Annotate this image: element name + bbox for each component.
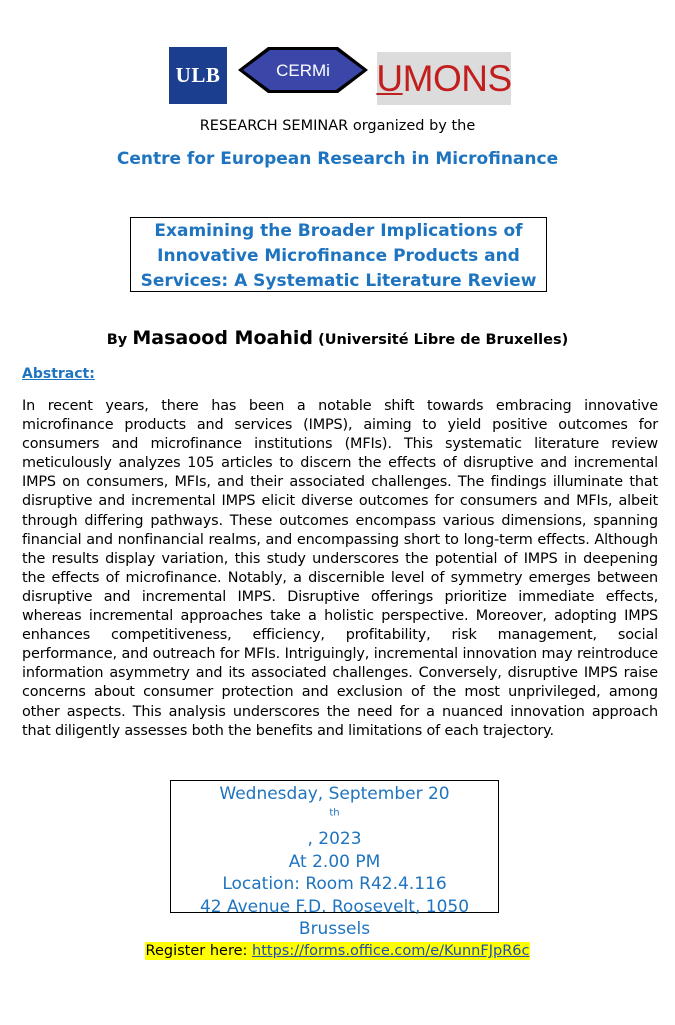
registration-highlight (145, 942, 531, 960)
seminar-title-line: Services: A Systematic Literature Review (140, 271, 537, 291)
cermi-logo-text: CERMi (276, 61, 330, 80)
event-location: Location: Room R42.4.116 (222, 874, 447, 894)
event-date-prefix: Wednesday, September 20 (219, 784, 450, 804)
cermi-logo-graphic (234, 40, 372, 100)
cermi-logo (234, 40, 372, 100)
registration-line (0, 943, 675, 959)
registration-link[interactable]: https://forms.office.com/e/KunnFJpR6c (252, 943, 530, 959)
abstract-text: In recent years, there has been a notable shift towards embracing innovative microfinance products and services (IMPS), aiming to yield positive outcomes for consumers and microfinance institutions (MFIs). This systematic literature review meticulously analyzes 105 articles to discern the effects of disruptive and incremental IMPS on consumers, MFIs, and their associated challenges. The findings illuminate that disruptive and incremental IMPS elicit diverse outcomes for consumers and MFIs, albeit through differing pathways. These outcomes encompass various dimensions, spanning financial and nonfinancial realms, and encompassing short to long-term effects. Although the results display variation, this study underscores the potential of IMPS in deepening the effects of microfinance. Notably, a discernible level of symmetry emerges between disruptive and incremental IMPS. Disruptive offerings prioritize immediate effects, whereas incremental approaches take a holistic perspective. Moreover, adopting IMPS enhances competitiveness, efficiency, profitability, risk management, social performance, and outreach for MFIs. Intriguingly, incremental innovation may reintroduce information asymmetry and its associated challenges. Conversely, disruptive IMPS raise concerns about consumer protection and exclusion of the most unprivileged, among other aspects. This analysis underscores the need for a nuanced innovation approach that diligently assesses both the benefits and limitations of each trajectory. (22, 398, 658, 739)
registration-label: Register here: (145, 943, 253, 959)
event-info-box (170, 780, 499, 939)
author-affiliation: (Université Libre de Bruxelles) (318, 332, 569, 348)
center-name: Centre for European Research in Microfinance (116, 149, 559, 169)
ulb-logo-text: ULB (175, 63, 221, 87)
umons-logo-text (376, 60, 511, 97)
umons-logo (377, 52, 511, 105)
byline-by: By (106, 332, 128, 348)
event-date-suffix: , 2023 (307, 829, 362, 849)
umons-logo-u: U (376, 58, 403, 99)
byline (0, 327, 675, 349)
event-time: At 2.00 PM (288, 851, 381, 872)
event-address-line: 42 Avenue F.D. Roosevelt, 1050 (199, 896, 470, 917)
event-date (171, 783, 498, 851)
ulb-logo (169, 47, 227, 104)
author-name: Masaood Moahid (132, 327, 313, 349)
seminar-line: RESEARCH SEMINAR organized by the (199, 118, 476, 134)
event-date-sup: th (329, 806, 340, 818)
seminar-title-line: Examining the Broader Implications of (154, 221, 523, 241)
seminar-title-line: Innovative Microfinance Products and (157, 246, 520, 266)
abstract-label: Abstract: (22, 366, 95, 382)
seminar-title-box (130, 217, 547, 292)
event-address-line: Brussels (298, 919, 371, 939)
umons-logo-rest: MONS (402, 58, 512, 99)
